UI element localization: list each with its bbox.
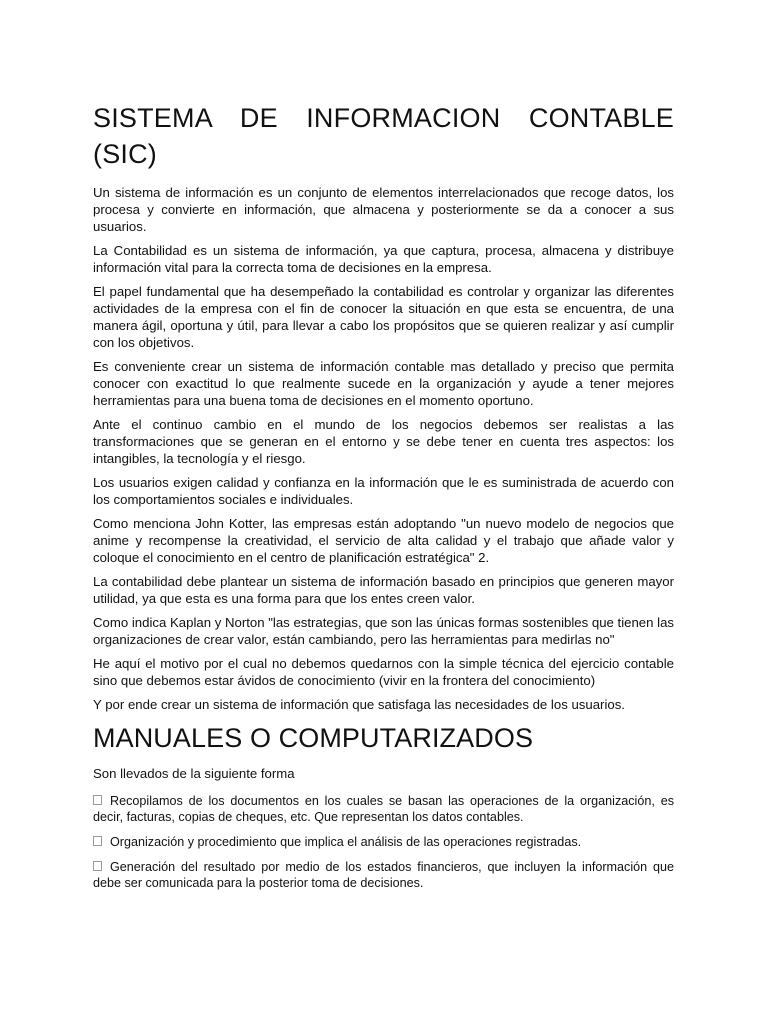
paragraph: Como indica Kaplan y Norton "las estrategias, que son las únicas formas sostenibles que tienen las organizaciones de crear valor, están cambiando, pero las herramientas para medirlas no"	[93, 615, 674, 647]
paragraph: Es conveniente crear un sistema de información contable mas detallado y preciso que permita conocer con exactitud lo que realmente sucede en la organización y ayude a tener mejores herramientas para una buena toma de decisiones en el momento oportuno.	[93, 359, 674, 408]
paragraph: Ante el continuo cambio en el mundo de los negocios debemos ser realistas a las transformaciones que se generan en el entorno y se debe tener en cuenta tres aspectos: los intangibles, la tecnología y el riesgo.	[93, 417, 674, 466]
paragraph: El papel fundamental que ha desempeñado la contabilidad es controlar y organizar las diferentes actividades de la empresa con el fin de conocer la situación en que esta se encuentra, de una manera ágil, oportuna y útil, para llevar a cabo los propósitos que se quieren realizar y así cumplir con los objetivos.	[93, 284, 674, 350]
section-intro: Son llevados de la siguiente forma	[93, 766, 295, 781]
bullet-box-icon	[93, 836, 102, 846]
bullet-box-icon	[93, 795, 102, 805]
section-title: MANUALES O COMPUTARIZADOS	[93, 723, 534, 753]
bullet-text: Organización y procedimiento que implica el análisis de las operaciones registradas.	[110, 835, 582, 849]
bullet-item	[93, 834, 674, 850]
document-title: SISTEMA DE INFORMACION CONTABLE (SIC)	[93, 103, 674, 169]
bullet-item	[93, 793, 674, 825]
paragraph: La Contabilidad es un sistema de información, ya que captura, procesa, almacena y distribuye información vital para la correcta toma de decisiones en la empresa.	[93, 243, 674, 275]
bullet-text: Generación del resultado por medio de los estados financieros, que incluyen la información que debe ser comunicada para la posterior toma de decisiones.	[93, 860, 674, 890]
bullet-item	[93, 859, 674, 891]
bullet-text: Recopilamos de los documentos en los cuales se basan las operaciones de la organización, es decir, facturas, copias de cheques, etc. Que representan los datos contables.	[93, 794, 674, 824]
paragraph: Los usuarios exigen calidad y confianza en la información que le es suministrada de acuerdo con los comportamientos sociales e individuales.	[93, 475, 674, 507]
bullet-box-icon	[93, 861, 102, 871]
document-page	[93, 100, 674, 900]
paragraph: Un sistema de información es un conjunto de elementos interrelacionados que recoge datos, los procesa y convierte en información, que almacena y posteriormente se da a conocer a sus usuarios.	[93, 185, 674, 234]
paragraph: Y por ende crear un sistema de información que satisfaga las necesidades de los usuarios.	[93, 697, 625, 712]
paragraph: Como menciona John Kotter, las empresas están adoptando "un nuevo modelo de negocios que anime y recompense la creatividad, el servicio de alta calidad y el trabajo que añade valor y coloque el conocimiento en el centro de planificación estratégica" 2.	[93, 516, 674, 565]
paragraph: He aquí el motivo por el cual no debemos quedarnos con la simple técnica del ejercicio contable sino que debemos estar ávidos de conocimiento (vivir en la frontera del conocimiento)	[93, 656, 674, 688]
paragraph: La contabilidad debe plantear un sistema de información basado en principios que generen mayor utilidad, ya que esta es una forma para que los entes creen valor.	[93, 574, 674, 606]
